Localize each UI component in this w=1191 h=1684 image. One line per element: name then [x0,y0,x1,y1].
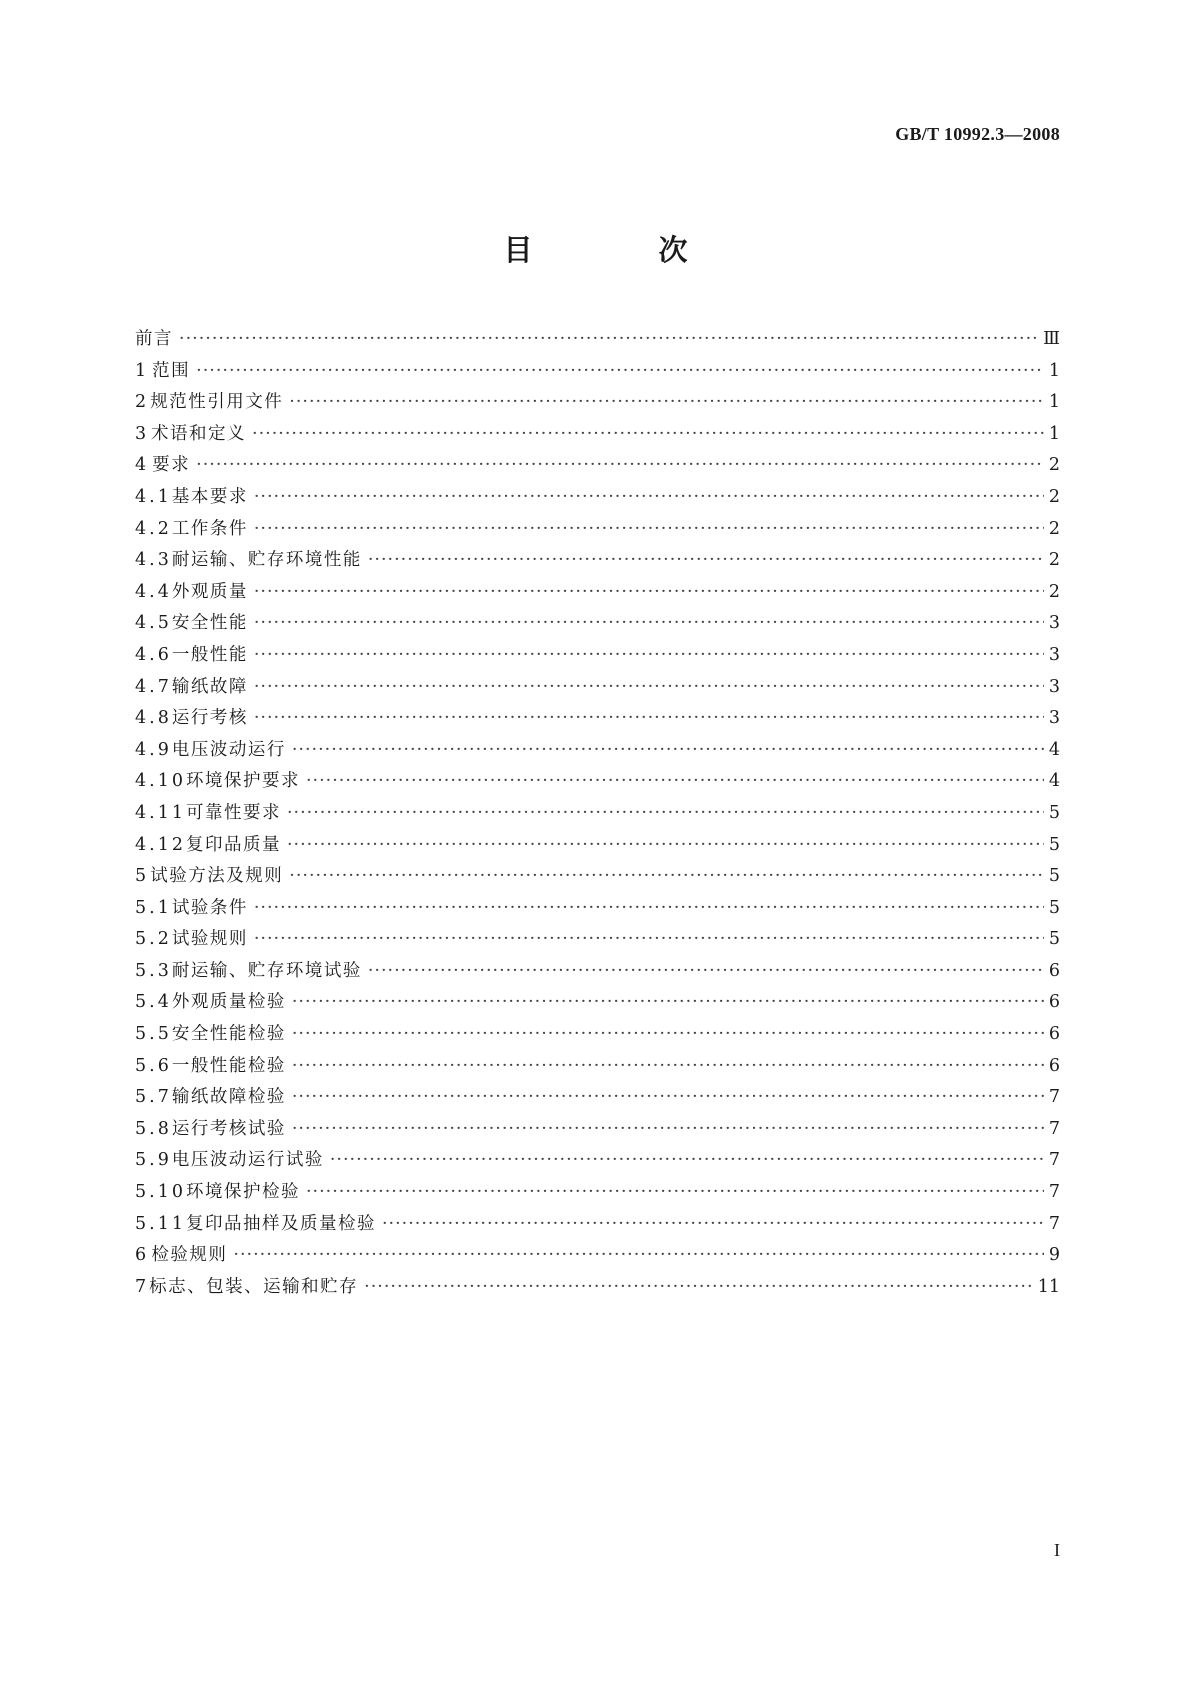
toc-entry-title: 复印品质量 [185,834,281,855]
toc-entry-page: 3 [1048,613,1060,634]
toc-dot-leader [254,677,1044,697]
toc-entry-number: 5.3 [135,960,172,981]
toc-entry-title: 复印品抽样及质量检验 [185,1213,376,1234]
toc-entry[interactable] [135,673,1060,705]
toc-dot-leader [287,835,1044,855]
toc-entry-page: 5 [1048,929,1060,950]
toc-dot-leader [179,329,1039,349]
toc-entry-title: 工作条件 [171,518,248,539]
toc-entry-title: 输纸故障 [171,676,248,697]
toc-entry-title: 可靠性要求 [185,802,281,823]
toc-entry-title: 输纸故障检验 [171,1087,286,1108]
toc-dot-leader [196,361,1044,381]
toc-entry[interactable] [135,1020,1060,1052]
toc-entry-title: 试验条件 [171,897,248,918]
toc-entry[interactable] [135,894,1060,926]
toc-entry-title: 运行考核 [171,708,248,729]
toc-dot-leader [287,803,1044,823]
toc-entry-page: 3 [1048,644,1060,665]
toc-entry-number: 5.10 [135,1182,186,1203]
toc-entry[interactable] [135,1146,1060,1178]
toc-entry-page: 3 [1048,708,1060,729]
toc-dot-leader [252,424,1044,444]
toc-entry[interactable] [135,515,1060,547]
toc-entry[interactable] [135,483,1060,515]
toc-dot-leader [292,1087,1044,1107]
toc-entry-title: 标志、包装、运输和贮存 [149,1276,359,1297]
toc-entry-number: 5.4 [135,992,172,1013]
toc-entry[interactable] [135,988,1060,1020]
toc-entry[interactable] [135,451,1060,483]
toc-dot-leader [254,708,1044,728]
toc-dot-leader [292,1119,1044,1139]
toc-entry-page: 1 [1048,360,1060,381]
toc-entry[interactable] [135,578,1060,610]
toc-entry-page: 6 [1048,1055,1060,1076]
toc-entry[interactable] [135,546,1060,578]
toc-entry[interactable] [135,357,1060,389]
toc-entry-number: 4.1 [135,486,172,507]
toc-entry-title: 安全性能检验 [171,1024,286,1045]
toc-entry[interactable] [135,420,1060,452]
toc-entry-number: 4.5 [135,613,172,634]
toc-dot-leader [289,866,1044,886]
toc-dot-leader [254,519,1044,539]
toc-entry-number: 4.12 [135,834,186,855]
toc-entry[interactable] [135,704,1060,736]
toc-entry-number: 6 [135,1245,150,1266]
toc-entry-page: 6 [1048,960,1060,981]
toc-entry-title: 一般性能检验 [171,1055,286,1076]
toc-entry-title: 外观质量 [171,581,248,602]
toc-entry-page: Ⅲ [1043,329,1060,349]
toc-entry-title: 耐运输、贮存环境性能 [171,550,362,571]
toc-entry-page: 6 [1048,1024,1060,1045]
toc-entry[interactable] [135,609,1060,641]
toc-entry[interactable] [135,1178,1060,1210]
toc-entry-number: 5.11 [135,1213,186,1234]
table-of-contents [135,325,1060,1304]
toc-entry-page: 5 [1048,866,1060,887]
toc-entry-page: 7 [1048,1087,1060,1108]
page-title: 目 次 [503,233,746,267]
toc-dot-leader [368,961,1044,981]
toc-entry-number: 5.7 [135,1087,172,1108]
toc-dot-leader [330,1150,1044,1170]
toc-entry-page: 1 [1048,423,1060,444]
toc-entry-number: 4.6 [135,644,172,665]
toc-entry-number: 3 [135,423,150,444]
toc-entry-number: 5.5 [135,1024,172,1045]
toc-entry-page: 6 [1048,992,1060,1013]
toc-entry[interactable] [135,1083,1060,1115]
toc-entry-page: 2 [1048,486,1060,507]
toc-dot-leader [254,613,1044,633]
toc-entry-title: 环境保护要求 [185,771,300,792]
toc-entry-page: 7 [1048,1182,1060,1203]
toc-dot-leader [254,898,1044,918]
toc-entry-number: 5.8 [135,1118,172,1139]
toc-dot-leader [306,771,1044,791]
toc-entry-page: 7 [1048,1213,1060,1234]
toc-dot-leader [364,1277,1034,1297]
toc-dot-leader [292,740,1044,760]
toc-entry-page: 5 [1048,834,1060,855]
toc-entry-title: 试验规则 [171,929,248,950]
toc-entry-page: 4 [1048,771,1060,792]
toc-dot-leader [368,550,1044,570]
toc-entry-number: 4.8 [135,708,172,729]
toc-entry[interactable] [135,1052,1060,1084]
page-number: I [1054,1540,1060,1560]
toc-entry-page: 1 [1048,392,1060,413]
toc-dot-leader [292,1024,1044,1044]
toc-entry-page: 2 [1048,581,1060,602]
toc-entry-number: 1 [135,360,150,381]
toc-entry-title: 耐运输、贮存环境试验 [171,960,362,981]
toc-entry-title: 一般性能 [171,644,248,665]
toc-dot-leader [196,455,1044,475]
toc-entry-title: 检验规则 [151,1245,228,1266]
toc-entry-page: 9 [1048,1245,1060,1266]
toc-entry-number: 5.9 [135,1150,172,1171]
toc-entry[interactable] [135,1273,1060,1305]
toc-entry-title: 基本要求 [171,486,248,507]
toc-entry-number: 4 [135,455,150,476]
toc-entry-number: 7 [135,1276,150,1297]
toc-entry-title: 规范性引用文件 [150,392,284,413]
toc-entry-title: 前言 [135,329,173,349]
toc-entry[interactable] [135,325,1060,357]
toc-dot-leader [254,929,1044,949]
toc-entry[interactable] [135,388,1060,420]
toc-entry-number: 5.1 [135,897,172,918]
toc-entry-number: 4.3 [135,550,172,571]
toc-entry-number: 5.6 [135,1055,172,1076]
toc-entry-title: 环境保护检验 [185,1182,300,1203]
toc-entry[interactable] [135,831,1060,863]
toc-entry[interactable] [135,767,1060,799]
toc-entry-title: 术语和定义 [151,423,247,444]
toc-dot-leader [292,992,1044,1012]
toc-entry-page: 7 [1048,1118,1060,1139]
toc-dot-leader [292,1056,1044,1076]
toc-dot-leader [254,645,1044,665]
toc-entry-page: 3 [1048,676,1060,697]
toc-entry-title: 安全性能 [171,613,248,634]
toc-entry[interactable] [135,1115,1060,1147]
toc-entry[interactable] [135,925,1060,957]
toc-dot-leader [306,1182,1044,1202]
toc-entry-number: 4.11 [135,802,186,823]
toc-entry-number: 5 [135,866,150,887]
toc-entry-page: 4 [1048,739,1060,760]
toc-entry-number: 5.2 [135,929,172,950]
toc-entry-number: 2 [135,392,150,413]
toc-entry-page: 5 [1048,802,1060,823]
toc-dot-leader [233,1245,1044,1265]
toc-entry-number: 4.10 [135,771,186,792]
toc-dot-leader [289,392,1044,412]
toc-entry-number: 4.2 [135,518,172,539]
toc-entry-title: 范围 [152,360,191,381]
toc-entry[interactable] [135,736,1060,768]
toc-dot-leader [254,582,1044,602]
toc-entry-page: 2 [1048,455,1060,476]
toc-entry[interactable] [135,1241,1060,1273]
toc-entry-title: 外观质量检验 [171,992,286,1013]
toc-entry[interactable] [135,799,1060,831]
toc-entry-number: 4.9 [135,739,172,760]
toc-entry[interactable] [135,862,1060,894]
toc-entry-number: 4.4 [135,581,172,602]
toc-entry[interactable] [135,957,1060,989]
toc-entry-title: 运行考核试验 [171,1118,286,1139]
toc-entry-page: 11 [1037,1276,1060,1297]
toc-entry-page: 7 [1048,1150,1060,1171]
toc-entry-title: 电压波动运行 [171,739,286,760]
toc-entry[interactable] [135,1210,1060,1242]
toc-dot-leader [382,1214,1044,1234]
toc-entry-page: 2 [1048,518,1060,539]
toc-dot-leader [254,487,1044,507]
toc-entry-page: 2 [1048,550,1060,571]
toc-entry-title: 电压波动运行试验 [171,1150,324,1171]
toc-entry-page: 5 [1048,897,1060,918]
toc-entry[interactable] [135,641,1060,673]
toc-entry-title: 试验方法及规则 [150,866,284,887]
toc-entry-title: 要求 [152,455,191,476]
standard-code: GB/T 10992.3—2008 [895,124,1060,144]
toc-entry-number: 4.7 [135,676,172,697]
